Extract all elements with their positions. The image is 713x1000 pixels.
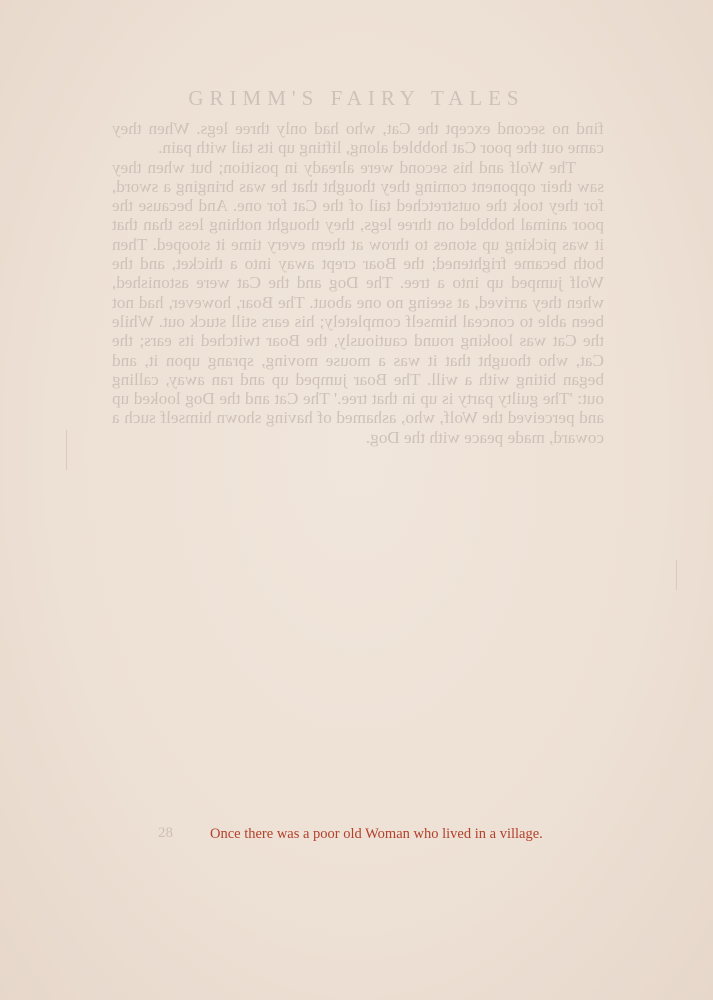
page-crease-left <box>66 430 67 470</box>
page-crease-right <box>676 560 677 590</box>
show-through-running-head: GRIMM'S FAIRY TALES <box>188 86 525 110</box>
show-through-page-number: 28 <box>158 825 173 841</box>
show-through-text: find no second except the Cat, who had only three legs. When they came out the poor Cat hobbled along, lifting up its tail with pain. The Wolf and his second were already in position; but when they saw their opponent coming they thought that he was bringing a sword, for they took the outstretched tail of the Cat for one. And because the poor animal hobbled on three legs, they thought nothing less than that it was picking up stones to throw at them every time it stooped. Then both became frightened; the Boar crept away into a thicket, and the Wolf jumped up into a tree. The Dog and the Cat were astonished, when they arrived, at seeing no one about. The Boar, however, had not been able to conceal himself completely; his ears still stuck out. While the Cat was looking round cautiously, the Boar twitched its ears; the Cat, who thought that it was a mouse moving, sprang upon it, and began biting with a will. The Boar jumped up and ran away, calling out: 'The guilty party is up in that tree.' The Cat and the Dog looked up and perceived the Wolf, who, ashamed of having shown himself such a coward, made peace with the Dog. <box>112 119 604 447</box>
illustration-caption: Once there was a poor old Woman who lived in a village. <box>210 826 543 842</box>
